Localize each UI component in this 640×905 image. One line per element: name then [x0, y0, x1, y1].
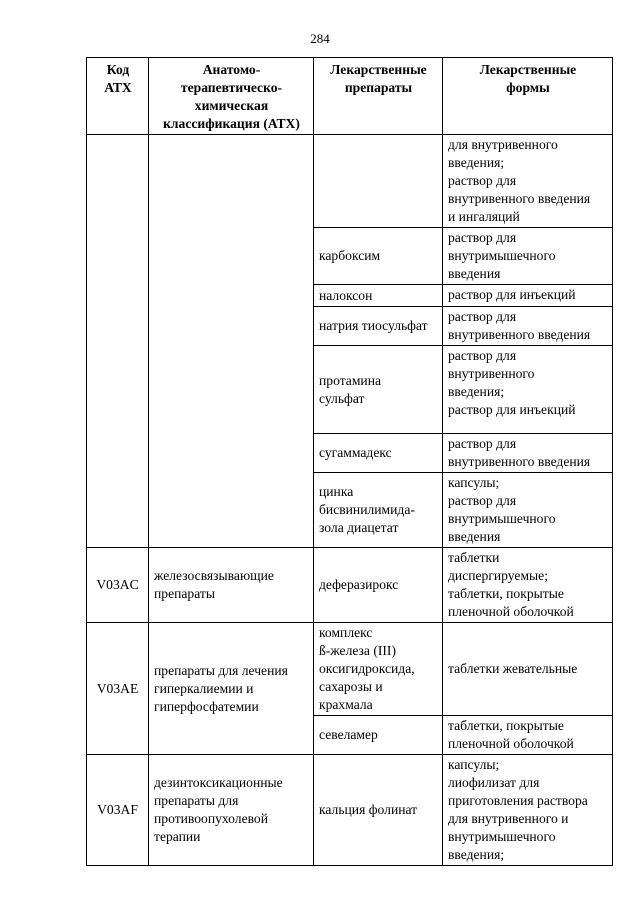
form-cell: таблетки жевательные — [443, 623, 613, 716]
drug-cell: севеламер — [314, 716, 443, 755]
header-atc-classification: Анатомо- терапевтическо- химическая классификация (АТХ) — [149, 58, 314, 135]
table-header-row — [87, 58, 613, 135]
form-cell: раствор для внутримышечного введения — [443, 228, 613, 285]
drug-cell: комплекс ß-железа (III) оксигидроксида, сахарозы и крахмала — [314, 623, 443, 716]
drug-cell: сугаммадекс — [314, 434, 443, 473]
form-cell: капсулы; лиофилизат для приготовления раствора для внутривенного и внутримышечного введения; — [443, 755, 613, 866]
code-cell-empty — [87, 135, 149, 548]
atc-classification-cell: препараты для лечения гиперкалиемии и гиперфосфатемии — [149, 623, 314, 755]
header-forms: Лекарственные формы — [443, 58, 613, 135]
form-cell: раствор для инъекций — [443, 285, 613, 307]
header-drugs: Лекарственные препараты — [314, 58, 443, 135]
drug-cell: налоксон — [314, 285, 443, 307]
drug-cell: деферазирокс — [314, 548, 443, 623]
atc-code-cell: V03AC — [87, 548, 149, 623]
atc-cell-empty — [149, 135, 314, 548]
atc-classification-cell: железосвязывающие препараты — [149, 548, 314, 623]
form-cell: таблетки диспергируемые; таблетки, покрытые пленочной оболочкой — [443, 548, 613, 623]
table-row — [87, 755, 613, 866]
drug-cell — [314, 135, 443, 228]
table-row — [87, 548, 613, 623]
table-row — [87, 135, 613, 228]
drug-cell: цинка бисвинилимида- зола диацетат — [314, 473, 443, 548]
form-cell: раствор для внутривенного введения; раствор для инъекций — [443, 346, 613, 434]
atc-drug-table — [86, 57, 613, 866]
header-atc-code: Код АТХ — [87, 58, 149, 135]
form-cell: для внутривенного введения; раствор для внутривенного введения и ингаляций — [443, 135, 613, 228]
drug-cell: кальция фолинат — [314, 755, 443, 866]
atc-code-cell: V03AE — [87, 623, 149, 755]
atc-code-cell: V03AF — [87, 755, 149, 866]
atc-classification-cell: дезинтоксикационные препараты для противоопухолевой терапии — [149, 755, 314, 866]
page-number: 284 — [310, 31, 330, 46]
form-cell: раствор для внутривенного введения — [443, 434, 613, 473]
form-cell: раствор для внутривенного введения — [443, 307, 613, 346]
drug-cell: карбоксим — [314, 228, 443, 285]
form-cell: капсулы; раствор для внутримышечного введения — [443, 473, 613, 548]
drug-cell: протамина сульфат — [314, 346, 443, 434]
table-row — [87, 623, 613, 716]
form-cell: таблетки, покрытые пленочной оболочкой — [443, 716, 613, 755]
drug-cell: натрия тиосульфат — [314, 307, 443, 346]
